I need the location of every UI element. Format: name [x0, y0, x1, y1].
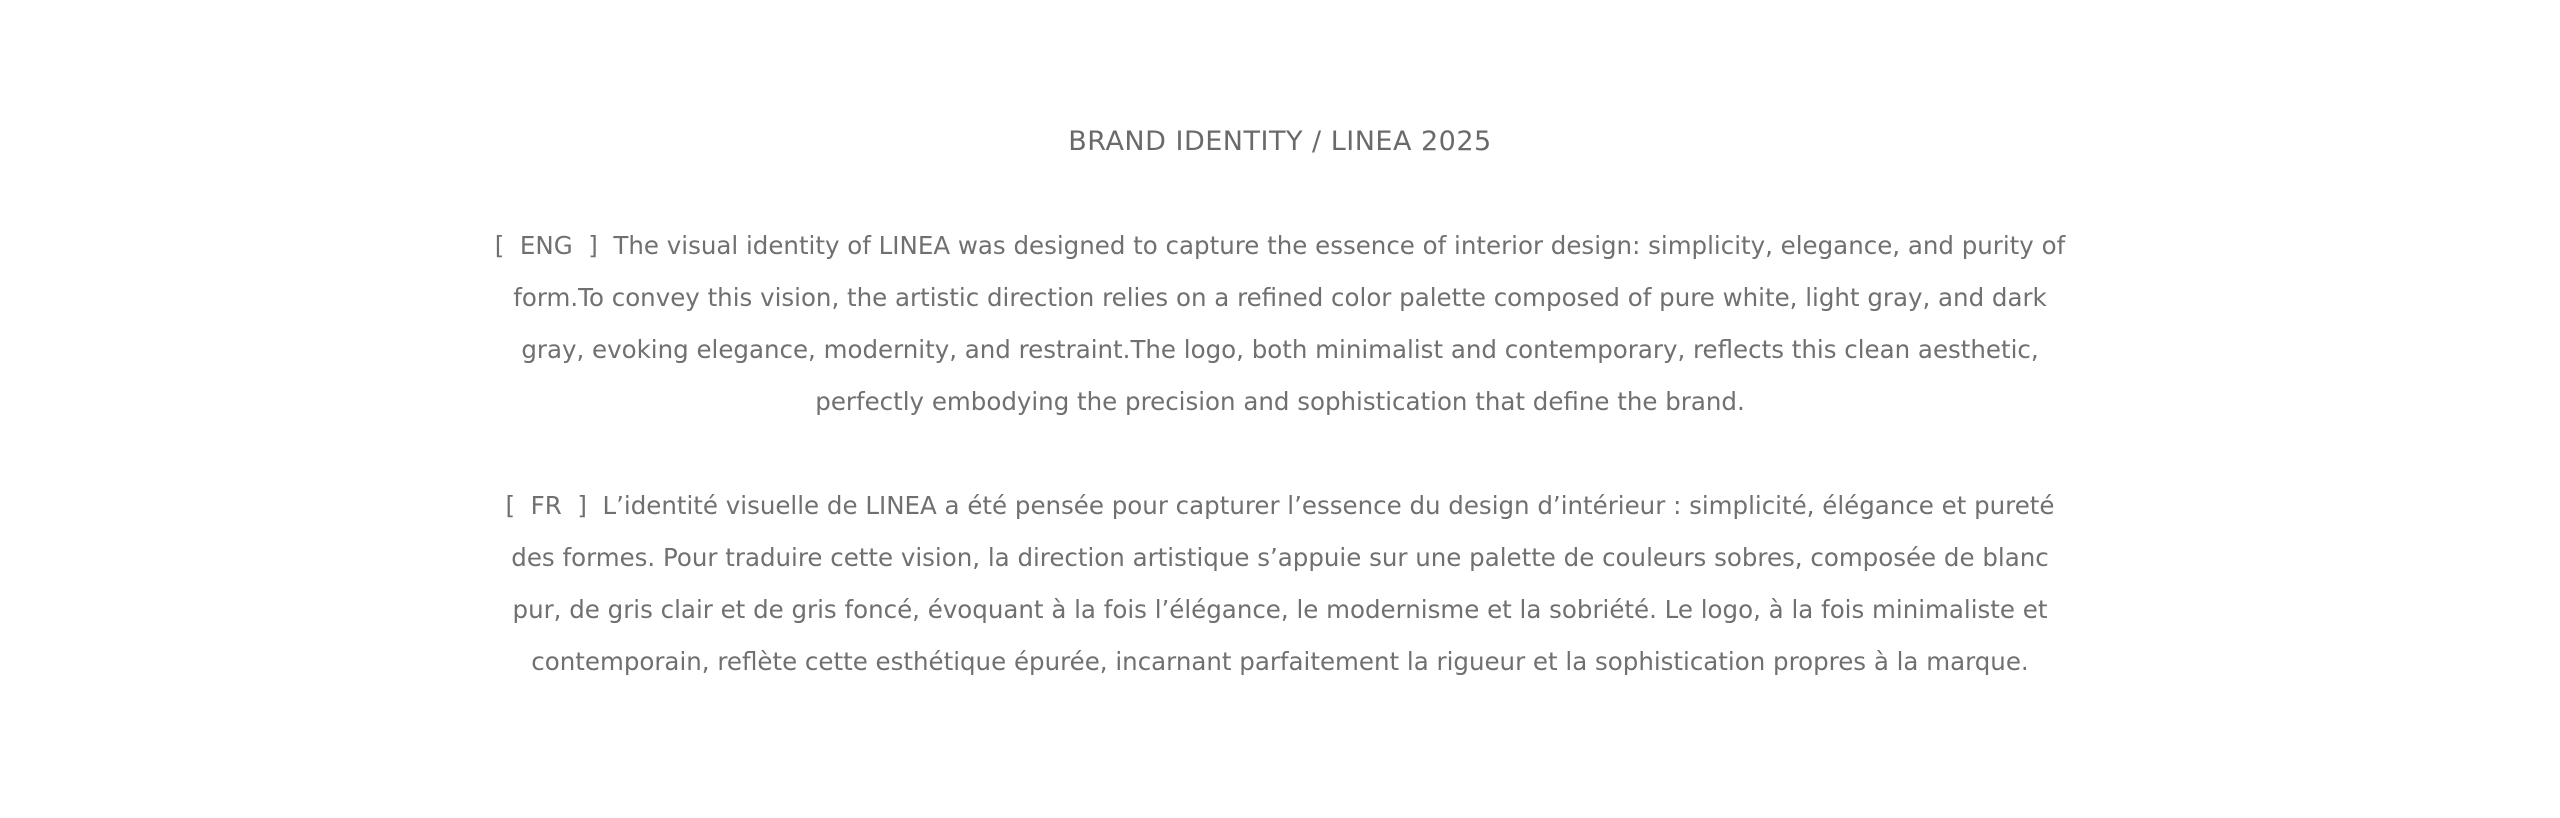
english-text: The visual identity of LINEA was designed to capture the essence of interior design: simplicity, elegance, and purity of form.To convey this vision, the artistic direction relies on a refined color palette composed of pure white, light gray, and dark gray, evoking elegance, modernity, and restraint.The logo, both minimalist and contemporary, reflects this clean aesthetic, perfectly embodying the precision and sophistication that define the brand.	[513, 231, 2066, 416]
language-tag-eng: [ ENG ]	[494, 231, 598, 260]
english-paragraph	[490, 220, 2070, 428]
french-paragraph	[490, 480, 2070, 688]
page-title: BRAND IDENTITY / LINEA 2025	[1068, 126, 1492, 157]
french-text: L’identité visuelle de LINEA a été pensée pour capturer l’essence du design d’intérieur : simplicité, élégance et pureté des formes. Pour traduire cette vision, la direction artistique s’appuie sur une palette de couleurs sobres, composée de blanc pur, de gris clair et de gris foncé, évoquant à la fois l’élégance, le modernisme et la sobriété. Le logo, à la fois minimaliste et contemporain, reflète cette esthétique épurée, incarnant parfaitement la rigueur et la sophistication propres à la marque.	[511, 491, 2055, 676]
language-tag-fr: [ FR ]	[505, 491, 587, 520]
